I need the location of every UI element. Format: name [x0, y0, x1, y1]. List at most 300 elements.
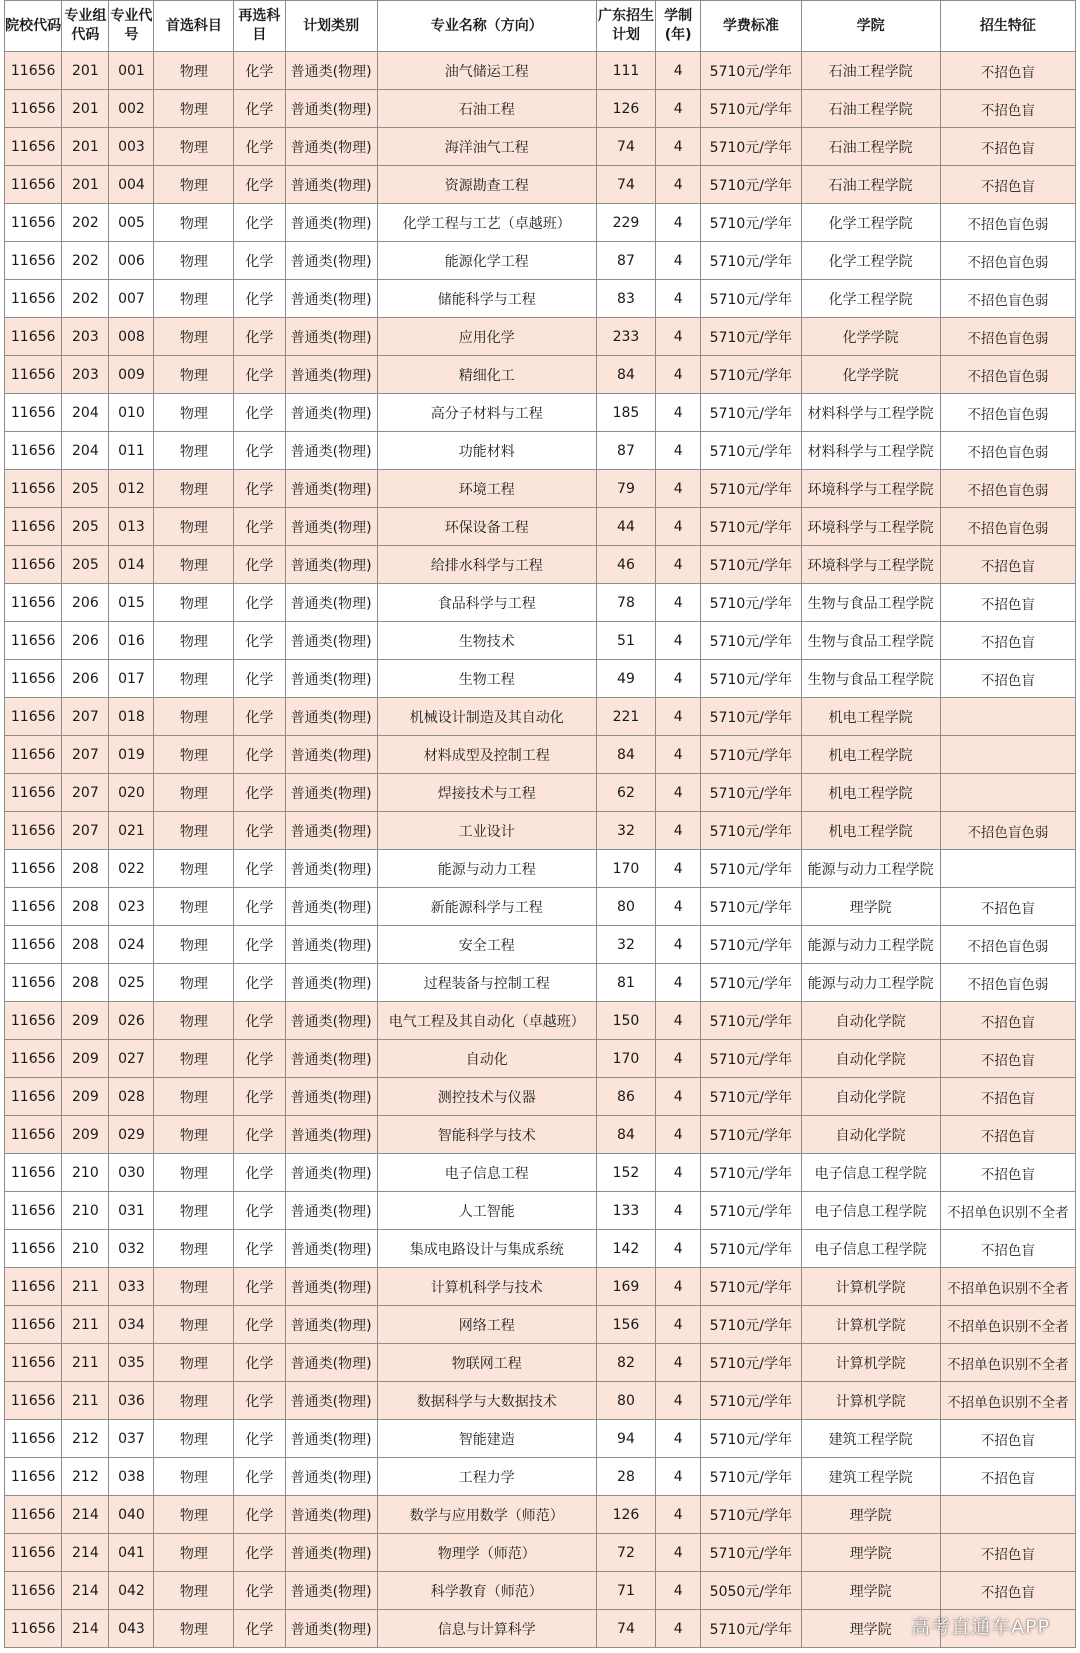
cell-remark: 不招色盲	[940, 1534, 1075, 1572]
cell-college: 电子信息工程学院	[801, 1230, 940, 1268]
cell-college: 生物与食品工程学院	[801, 622, 940, 660]
cell-remark: 不招色盲	[940, 1040, 1075, 1078]
cell-duration: 4	[656, 1420, 701, 1458]
cell-gd-plan: 74	[596, 1610, 655, 1648]
cell-gd-plan: 185	[596, 394, 655, 432]
table-body	[5, 52, 1076, 1648]
table-row	[5, 1344, 1076, 1382]
cell-major-name: 测控技术与仪器	[377, 1078, 596, 1116]
cell-gd-plan: 78	[596, 584, 655, 622]
cell-group-code: 212	[62, 1458, 109, 1496]
cell-tuition: 5710元/学年	[701, 1344, 801, 1382]
cell-major-code: 018	[109, 698, 154, 736]
cell-plan-type: 普通类(物理)	[285, 128, 377, 166]
cell-group-code: 208	[62, 888, 109, 926]
cell-major-name: 焊接技术与工程	[377, 774, 596, 812]
cell-college: 自动化学院	[801, 1116, 940, 1154]
cell-major-code: 010	[109, 394, 154, 432]
cell-major-code: 035	[109, 1344, 154, 1382]
cell-plan-type: 普通类(物理)	[285, 1002, 377, 1040]
cell-major-name: 网络工程	[377, 1306, 596, 1344]
cell-group-code: 206	[62, 584, 109, 622]
cell-group-code: 211	[62, 1268, 109, 1306]
cell-plan-type: 普通类(物理)	[285, 1192, 377, 1230]
cell-first-subject: 物理	[154, 166, 234, 204]
cell-second-subject: 化学	[234, 926, 285, 964]
cell-school-code: 11656	[5, 204, 62, 242]
cell-remark: 不招色盲色弱	[940, 508, 1075, 546]
cell-tuition: 5710元/学年	[701, 1306, 801, 1344]
cell-gd-plan: 87	[596, 242, 655, 280]
cell-duration: 4	[656, 1078, 701, 1116]
cell-second-subject: 化学	[234, 204, 285, 242]
table-row	[5, 698, 1076, 736]
cell-second-subject: 化学	[234, 964, 285, 1002]
cell-second-subject: 化学	[234, 1534, 285, 1572]
cell-college: 环境科学与工程学院	[801, 470, 940, 508]
cell-duration: 4	[656, 1268, 701, 1306]
cell-gd-plan: 72	[596, 1534, 655, 1572]
cell-plan-type: 普通类(物理)	[285, 622, 377, 660]
cell-tuition: 5710元/学年	[701, 356, 801, 394]
cell-major-name: 信息与计算科学	[377, 1610, 596, 1648]
cell-tuition: 5710元/学年	[701, 1192, 801, 1230]
cell-first-subject: 物理	[154, 736, 234, 774]
cell-tuition: 5050元/学年	[701, 1572, 801, 1610]
cell-group-code: 201	[62, 166, 109, 204]
table-row	[5, 1002, 1076, 1040]
cell-major-code: 013	[109, 508, 154, 546]
cell-college: 理学院	[801, 888, 940, 926]
cell-first-subject: 物理	[154, 888, 234, 926]
cell-major-code: 022	[109, 850, 154, 888]
cell-gd-plan: 94	[596, 1420, 655, 1458]
cell-group-code: 208	[62, 926, 109, 964]
cell-remark: 不招色盲	[940, 584, 1075, 622]
table-row	[5, 1458, 1076, 1496]
cell-major-name: 化学工程与工艺（卓越班）	[377, 204, 596, 242]
cell-school-code: 11656	[5, 1534, 62, 1572]
cell-major-name: 集成电路设计与集成系统	[377, 1230, 596, 1268]
cell-remark: 不招色盲	[940, 1078, 1075, 1116]
cell-school-code: 11656	[5, 1458, 62, 1496]
cell-duration: 4	[656, 1230, 701, 1268]
cell-remark: 不招色盲色弱	[940, 242, 1075, 280]
cell-major-code: 009	[109, 356, 154, 394]
cell-school-code: 11656	[5, 1382, 62, 1420]
cell-major-code: 005	[109, 204, 154, 242]
cell-first-subject: 物理	[154, 1154, 234, 1192]
cell-plan-type: 普通类(物理)	[285, 584, 377, 622]
cell-first-subject: 物理	[154, 1040, 234, 1078]
header-plan-type: 计划类别	[285, 1, 377, 52]
cell-major-name: 应用化学	[377, 318, 596, 356]
cell-plan-type: 普通类(物理)	[285, 432, 377, 470]
cell-second-subject: 化学	[234, 318, 285, 356]
cell-college: 生物与食品工程学院	[801, 584, 940, 622]
cell-second-subject: 化学	[234, 1496, 285, 1534]
cell-tuition: 5710元/学年	[701, 394, 801, 432]
cell-remark: 不招色盲	[940, 888, 1075, 926]
cell-gd-plan: 44	[596, 508, 655, 546]
cell-plan-type: 普通类(物理)	[285, 1496, 377, 1534]
cell-duration: 4	[656, 964, 701, 1002]
cell-college: 石油工程学院	[801, 128, 940, 166]
cell-school-code: 11656	[5, 584, 62, 622]
table-row	[5, 508, 1076, 546]
table-row	[5, 660, 1076, 698]
cell-major-name: 物联网工程	[377, 1344, 596, 1382]
cell-first-subject: 物理	[154, 52, 234, 90]
cell-school-code: 11656	[5, 1116, 62, 1154]
cell-major-code: 026	[109, 1002, 154, 1040]
cell-plan-type: 普通类(物理)	[285, 1610, 377, 1648]
cell-tuition: 5710元/学年	[701, 1154, 801, 1192]
cell-gd-plan: 74	[596, 128, 655, 166]
cell-remark: 不招单色识别不全者	[940, 1268, 1075, 1306]
cell-major-code: 023	[109, 888, 154, 926]
cell-school-code: 11656	[5, 356, 62, 394]
cell-college: 自动化学院	[801, 1078, 940, 1116]
cell-duration: 4	[656, 888, 701, 926]
cell-tuition: 5710元/学年	[701, 508, 801, 546]
cell-first-subject: 物理	[154, 432, 234, 470]
cell-tuition: 5710元/学年	[701, 736, 801, 774]
cell-remark: 不招色盲	[940, 546, 1075, 584]
cell-major-name: 电气工程及其自动化（卓越班）	[377, 1002, 596, 1040]
cell-college: 石油工程学院	[801, 166, 940, 204]
cell-tuition: 5710元/学年	[701, 432, 801, 470]
cell-gd-plan: 221	[596, 698, 655, 736]
cell-first-subject: 物理	[154, 1420, 234, 1458]
cell-remark: 不招色盲色弱	[940, 926, 1075, 964]
cell-group-code: 214	[62, 1572, 109, 1610]
cell-duration: 4	[656, 812, 701, 850]
cell-group-code: 205	[62, 546, 109, 584]
cell-college: 生物与食品工程学院	[801, 660, 940, 698]
cell-second-subject: 化学	[234, 774, 285, 812]
cell-major-code: 041	[109, 1534, 154, 1572]
table-row	[5, 204, 1076, 242]
cell-second-subject: 化学	[234, 128, 285, 166]
cell-group-code: 201	[62, 52, 109, 90]
cell-major-code: 008	[109, 318, 154, 356]
cell-school-code: 11656	[5, 622, 62, 660]
cell-major-name: 电子信息工程	[377, 1154, 596, 1192]
cell-school-code: 11656	[5, 318, 62, 356]
cell-group-code: 205	[62, 470, 109, 508]
cell-remark: 不招色盲	[940, 90, 1075, 128]
cell-school-code: 11656	[5, 1192, 62, 1230]
cell-school-code: 11656	[5, 52, 62, 90]
cell-second-subject: 化学	[234, 812, 285, 850]
cell-plan-type: 普通类(物理)	[285, 1572, 377, 1610]
cell-school-code: 11656	[5, 1040, 62, 1078]
cell-gd-plan: 84	[596, 1116, 655, 1154]
cell-gd-plan: 80	[596, 888, 655, 926]
cell-gd-plan: 84	[596, 356, 655, 394]
cell-remark	[940, 698, 1075, 736]
cell-remark: 不招色盲色弱	[940, 280, 1075, 318]
cell-college: 理学院	[801, 1496, 940, 1534]
table-row	[5, 1268, 1076, 1306]
cell-college: 化学学院	[801, 318, 940, 356]
cell-second-subject: 化学	[234, 470, 285, 508]
cell-remark: 不招色盲	[940, 1572, 1075, 1610]
cell-college: 理学院	[801, 1534, 940, 1572]
cell-major-code: 016	[109, 622, 154, 660]
cell-school-code: 11656	[5, 1306, 62, 1344]
cell-first-subject: 物理	[154, 1534, 234, 1572]
cell-group-code: 206	[62, 660, 109, 698]
cell-college: 材料科学与工程学院	[801, 394, 940, 432]
cell-major-name: 过程装备与控制工程	[377, 964, 596, 1002]
cell-duration: 4	[656, 660, 701, 698]
cell-tuition: 5710元/学年	[701, 1534, 801, 1572]
cell-major-name: 海洋油气工程	[377, 128, 596, 166]
cell-first-subject: 物理	[154, 1192, 234, 1230]
cell-major-name: 数据科学与大数据技术	[377, 1382, 596, 1420]
cell-school-code: 11656	[5, 1078, 62, 1116]
cell-major-code: 028	[109, 1078, 154, 1116]
cell-school-code: 11656	[5, 850, 62, 888]
cell-major-name: 新能源科学与工程	[377, 888, 596, 926]
cell-second-subject: 化学	[234, 1230, 285, 1268]
cell-plan-type: 普通类(物理)	[285, 850, 377, 888]
header-duration: 学制(年)	[656, 1, 701, 52]
cell-duration: 4	[656, 432, 701, 470]
cell-college: 电子信息工程学院	[801, 1192, 940, 1230]
cell-first-subject: 物理	[154, 1496, 234, 1534]
cell-tuition: 5710元/学年	[701, 660, 801, 698]
cell-major-name: 生物技术	[377, 622, 596, 660]
cell-group-code: 212	[62, 1420, 109, 1458]
cell-group-code: 214	[62, 1496, 109, 1534]
cell-gd-plan: 170	[596, 850, 655, 888]
cell-school-code: 11656	[5, 166, 62, 204]
cell-major-code: 043	[109, 1610, 154, 1648]
cell-remark: 不招色盲	[940, 1154, 1075, 1192]
cell-gd-plan: 71	[596, 1572, 655, 1610]
cell-remark	[940, 850, 1075, 888]
cell-plan-type: 普通类(物理)	[285, 1116, 377, 1154]
cell-second-subject: 化学	[234, 1344, 285, 1382]
cell-second-subject: 化学	[234, 1610, 285, 1648]
cell-plan-type: 普通类(物理)	[285, 470, 377, 508]
cell-gd-plan: 84	[596, 736, 655, 774]
cell-major-code: 027	[109, 1040, 154, 1078]
cell-major-code: 025	[109, 964, 154, 1002]
cell-first-subject: 物理	[154, 1078, 234, 1116]
cell-school-code: 11656	[5, 660, 62, 698]
table-row	[5, 1534, 1076, 1572]
cell-major-code: 030	[109, 1154, 154, 1192]
cell-second-subject: 化学	[234, 356, 285, 394]
cell-duration: 4	[656, 926, 701, 964]
cell-gd-plan: 150	[596, 1002, 655, 1040]
cell-duration: 4	[656, 204, 701, 242]
cell-remark: 不招色盲色弱	[940, 470, 1075, 508]
cell-major-code: 004	[109, 166, 154, 204]
cell-duration: 4	[656, 318, 701, 356]
cell-group-code: 208	[62, 850, 109, 888]
cell-remark	[940, 1496, 1075, 1534]
table-row	[5, 736, 1076, 774]
header-major-name: 专业名称（方向）	[377, 1, 596, 52]
cell-gd-plan: 169	[596, 1268, 655, 1306]
cell-tuition: 5710元/学年	[701, 280, 801, 318]
cell-tuition: 5710元/学年	[701, 926, 801, 964]
cell-gd-plan: 229	[596, 204, 655, 242]
cell-duration: 4	[656, 90, 701, 128]
cell-school-code: 11656	[5, 1344, 62, 1382]
cell-major-code: 033	[109, 1268, 154, 1306]
cell-group-code: 211	[62, 1344, 109, 1382]
cell-group-code: 201	[62, 128, 109, 166]
cell-plan-type: 普通类(物理)	[285, 926, 377, 964]
cell-plan-type: 普通类(物理)	[285, 1420, 377, 1458]
cell-second-subject: 化学	[234, 1420, 285, 1458]
cell-major-name: 安全工程	[377, 926, 596, 964]
table-row	[5, 584, 1076, 622]
cell-group-code: 202	[62, 280, 109, 318]
cell-group-code: 210	[62, 1230, 109, 1268]
cell-tuition: 5710元/学年	[701, 1040, 801, 1078]
cell-college: 电子信息工程学院	[801, 1154, 940, 1192]
cell-school-code: 11656	[5, 1154, 62, 1192]
cell-second-subject: 化学	[234, 888, 285, 926]
cell-second-subject: 化学	[234, 698, 285, 736]
cell-first-subject: 物理	[154, 850, 234, 888]
cell-gd-plan: 133	[596, 1192, 655, 1230]
cell-tuition: 5710元/学年	[701, 584, 801, 622]
cell-first-subject: 物理	[154, 128, 234, 166]
table-row	[5, 926, 1076, 964]
table-row	[5, 1382, 1076, 1420]
cell-gd-plan: 32	[596, 926, 655, 964]
cell-plan-type: 普通类(物理)	[285, 812, 377, 850]
cell-tuition: 5710元/学年	[701, 52, 801, 90]
header-remark: 招生特征	[940, 1, 1075, 52]
cell-tuition: 5710元/学年	[701, 622, 801, 660]
cell-major-name: 材料成型及控制工程	[377, 736, 596, 774]
cell-duration: 4	[656, 774, 701, 812]
cell-first-subject: 物理	[154, 90, 234, 128]
table-row	[5, 128, 1076, 166]
cell-college: 自动化学院	[801, 1040, 940, 1078]
cell-remark: 不招单色识别不全者	[940, 1192, 1075, 1230]
cell-remark: 不招单色识别不全者	[940, 1344, 1075, 1382]
cell-school-code: 11656	[5, 1002, 62, 1040]
cell-remark: 不招色盲	[940, 660, 1075, 698]
cell-major-name: 物理学（师范）	[377, 1534, 596, 1572]
cell-duration: 4	[656, 242, 701, 280]
cell-major-code: 042	[109, 1572, 154, 1610]
cell-major-code: 037	[109, 1420, 154, 1458]
cell-duration: 4	[656, 1116, 701, 1154]
cell-major-code: 002	[109, 90, 154, 128]
cell-college: 机电工程学院	[801, 774, 940, 812]
cell-duration: 4	[656, 1496, 701, 1534]
cell-plan-type: 普通类(物理)	[285, 1040, 377, 1078]
cell-tuition: 5710元/学年	[701, 242, 801, 280]
cell-first-subject: 物理	[154, 1116, 234, 1154]
cell-major-name: 精细化工	[377, 356, 596, 394]
cell-second-subject: 化学	[234, 850, 285, 888]
cell-tuition: 5710元/学年	[701, 470, 801, 508]
cell-major-name: 能源与动力工程	[377, 850, 596, 888]
cell-duration: 4	[656, 394, 701, 432]
cell-remark: 不招色盲	[940, 622, 1075, 660]
cell-gd-plan: 74	[596, 166, 655, 204]
cell-tuition: 5710元/学年	[701, 888, 801, 926]
cell-gd-plan: 32	[596, 812, 655, 850]
cell-duration: 4	[656, 470, 701, 508]
cell-duration: 4	[656, 1040, 701, 1078]
cell-duration: 4	[656, 698, 701, 736]
cell-first-subject: 物理	[154, 1458, 234, 1496]
cell-major-name: 工程力学	[377, 1458, 596, 1496]
cell-remark: 不招色盲	[940, 1420, 1075, 1458]
table-row	[5, 470, 1076, 508]
cell-gd-plan: 62	[596, 774, 655, 812]
cell-gd-plan: 79	[596, 470, 655, 508]
cell-gd-plan: 142	[596, 1230, 655, 1268]
cell-duration: 4	[656, 1610, 701, 1648]
cell-plan-type: 普通类(物理)	[285, 318, 377, 356]
cell-major-name: 资源勘查工程	[377, 166, 596, 204]
cell-college: 化学工程学院	[801, 242, 940, 280]
cell-duration: 4	[656, 1382, 701, 1420]
cell-major-code: 036	[109, 1382, 154, 1420]
cell-plan-type: 普通类(物理)	[285, 1458, 377, 1496]
cell-plan-type: 普通类(物理)	[285, 52, 377, 90]
table-row	[5, 1230, 1076, 1268]
cell-plan-type: 普通类(物理)	[285, 280, 377, 318]
cell-remark: 不招色盲色弱	[940, 964, 1075, 1002]
cell-first-subject: 物理	[154, 584, 234, 622]
table-row	[5, 90, 1076, 128]
cell-school-code: 11656	[5, 774, 62, 812]
cell-major-code: 032	[109, 1230, 154, 1268]
cell-college: 能源与动力工程学院	[801, 964, 940, 1002]
cell-tuition: 5710元/学年	[701, 698, 801, 736]
cell-group-code: 204	[62, 432, 109, 470]
cell-major-name: 环保设备工程	[377, 508, 596, 546]
cell-plan-type: 普通类(物理)	[285, 1382, 377, 1420]
cell-duration: 4	[656, 356, 701, 394]
cell-major-code: 006	[109, 242, 154, 280]
cell-gd-plan: 126	[596, 90, 655, 128]
cell-school-code: 11656	[5, 128, 62, 166]
cell-school-code: 11656	[5, 394, 62, 432]
cell-plan-type: 普通类(物理)	[285, 1306, 377, 1344]
cell-first-subject: 物理	[154, 546, 234, 584]
cell-remark: 不招色盲	[940, 166, 1075, 204]
cell-major-name: 高分子材料与工程	[377, 394, 596, 432]
cell-college: 建筑工程学院	[801, 1420, 940, 1458]
cell-group-code: 204	[62, 394, 109, 432]
cell-gd-plan: 152	[596, 1154, 655, 1192]
cell-second-subject: 化学	[234, 1382, 285, 1420]
cell-gd-plan: 233	[596, 318, 655, 356]
cell-major-code: 038	[109, 1458, 154, 1496]
cell-remark: 不招单色识别不全者	[940, 1306, 1075, 1344]
cell-group-code: 214	[62, 1610, 109, 1648]
cell-second-subject: 化学	[234, 508, 285, 546]
cell-gd-plan: 81	[596, 964, 655, 1002]
cell-group-code: 208	[62, 964, 109, 1002]
